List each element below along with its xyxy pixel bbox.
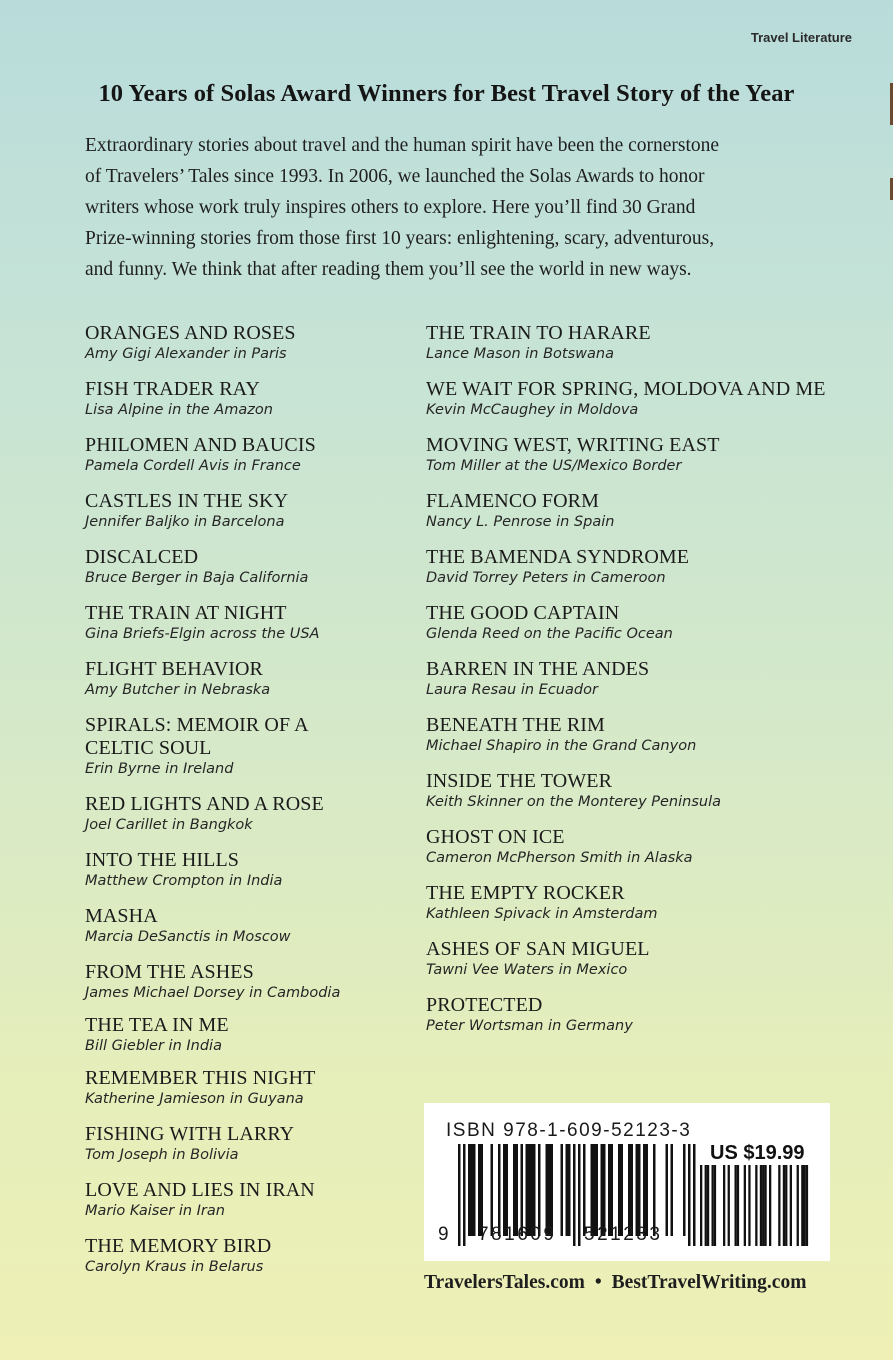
story-item bbox=[426, 434, 866, 476]
barcode-bar bbox=[503, 1144, 506, 1236]
story-item bbox=[426, 770, 866, 812]
barcode-bar bbox=[631, 1144, 634, 1236]
story-byline: Kevin McCaughey in Moldova bbox=[426, 402, 639, 418]
story-byline: Katherine Jamieson in Guyana bbox=[85, 1091, 304, 1107]
barcode-bar bbox=[546, 1144, 549, 1236]
story-title: SPIRALS: MEMOIR OF A CELTIC SOUL bbox=[85, 714, 308, 759]
story-byline: Cameron McPherson Smith in Alaska bbox=[426, 850, 693, 866]
category-label: Travel Literature bbox=[750, 30, 852, 45]
barcode-bar bbox=[471, 1144, 474, 1236]
story-byline: David Torrey Peters in Cameroon bbox=[426, 570, 666, 586]
barcode-bar bbox=[506, 1144, 509, 1236]
barcode-bar bbox=[521, 1144, 524, 1236]
barcode-bar bbox=[513, 1144, 516, 1236]
story-title: RED LIGHTS AND A ROSE bbox=[85, 793, 324, 815]
story-title: MASHA bbox=[85, 905, 158, 927]
barcode-bar bbox=[538, 1144, 541, 1236]
barcode-bar bbox=[707, 1165, 709, 1246]
barcode-bar bbox=[618, 1144, 621, 1236]
barcode-bar bbox=[790, 1165, 792, 1246]
story-byline: Bill Giebler in India bbox=[85, 1038, 222, 1054]
barcode-bar bbox=[778, 1165, 780, 1246]
barcode-bar bbox=[744, 1165, 746, 1246]
story-title: THE BAMENDA SYNDROME bbox=[426, 546, 690, 568]
barcode-bar bbox=[636, 1144, 639, 1236]
intro-line: of Travelers’ Tales since 1993. In 2006, we launched the Solas Awards to honor bbox=[85, 166, 705, 187]
barcode-bar bbox=[762, 1165, 764, 1246]
story-byline: Amy Butcher in Nebraska bbox=[85, 682, 271, 698]
barcode-bar bbox=[608, 1144, 611, 1236]
barcode-bar bbox=[478, 1144, 481, 1236]
story-byline: Peter Wortsman in Germany bbox=[426, 1018, 633, 1034]
barcode-bar bbox=[601, 1144, 604, 1236]
story-byline: Joel Carillet in Bangkok bbox=[85, 817, 253, 833]
intro-paragraph bbox=[85, 130, 830, 285]
barcode-bar bbox=[561, 1144, 564, 1236]
isbn-text: ISBN 978-1-609-52123-3 bbox=[446, 1120, 692, 1141]
story-item bbox=[85, 714, 405, 779]
story-item bbox=[85, 1014, 405, 1056]
story-item bbox=[426, 658, 866, 700]
intro-line: Prize-winning stories from those first 10 years: enlightening, scary, adventurous, bbox=[85, 228, 715, 249]
story-item bbox=[85, 378, 405, 420]
barcode-bar bbox=[548, 1144, 551, 1236]
barcode-bar bbox=[458, 1144, 461, 1246]
barcode-bar bbox=[551, 1144, 554, 1236]
story-item bbox=[85, 905, 405, 947]
story-byline: Michael Shapiro in the Grand Canyon bbox=[426, 738, 697, 754]
ean-right-group: 521233 bbox=[584, 1224, 663, 1245]
barcode-box bbox=[424, 1103, 830, 1261]
story-byline: Tom Miller at the US/Mexico Border bbox=[426, 458, 682, 474]
barcode-bar bbox=[783, 1165, 785, 1246]
barcode-bar bbox=[764, 1165, 766, 1246]
story-byline: Bruce Berger in Baja California bbox=[85, 570, 309, 586]
story-item bbox=[85, 793, 405, 835]
story-list-left bbox=[85, 322, 405, 1291]
story-title: INTO THE HILLS bbox=[85, 849, 239, 871]
price-label: US $19.99 bbox=[710, 1142, 805, 1164]
story-title: BENEATH THE RIM bbox=[426, 714, 605, 736]
barcode-bar bbox=[568, 1144, 571, 1236]
barcode-bar bbox=[603, 1144, 606, 1236]
intro-line: writers whose work truly inspires others to explore. Here you’ll find 30 Grand bbox=[85, 197, 696, 218]
barcode-bar bbox=[785, 1165, 787, 1246]
story-item bbox=[85, 602, 405, 644]
story-title: DISCALCED bbox=[85, 546, 199, 568]
story-byline: Mario Kaiser in Iran bbox=[85, 1203, 225, 1219]
barcode-bar bbox=[583, 1144, 586, 1236]
bullet-separator: • bbox=[594, 1272, 602, 1293]
barcode-bar bbox=[714, 1165, 716, 1246]
barcode-bar bbox=[801, 1165, 803, 1246]
ean-first-digit: 9 bbox=[438, 1224, 452, 1245]
barcode-bar bbox=[671, 1144, 674, 1236]
barcode-bar bbox=[748, 1165, 750, 1246]
story-title: THE GOOD CAPTAIN bbox=[426, 602, 620, 624]
story-title: BARREN IN THE ANDES bbox=[426, 658, 650, 680]
story-item bbox=[85, 1179, 405, 1221]
story-title: MOVING WEST, WRITING EAST bbox=[426, 434, 720, 456]
story-byline: Pamela Cordell Avis in France bbox=[85, 458, 301, 474]
story-item bbox=[426, 546, 866, 588]
story-item bbox=[426, 322, 866, 364]
story-byline: James Michael Dorsey in Cambodia bbox=[85, 985, 341, 1001]
barcode-bar bbox=[700, 1165, 702, 1246]
story-byline: Tawni Vee Waters in Mexico bbox=[426, 962, 628, 978]
story-item bbox=[426, 490, 866, 532]
barcode-bar bbox=[705, 1165, 707, 1246]
ean-left-group: 781609 bbox=[478, 1224, 557, 1245]
story-title: FISH TRADER RAY bbox=[85, 378, 260, 400]
barcode-bar bbox=[735, 1165, 737, 1246]
barcode-bar bbox=[797, 1165, 799, 1246]
barcode-bar bbox=[804, 1165, 806, 1246]
story-item bbox=[85, 849, 405, 891]
story-title: CASTLES IN THE SKY bbox=[85, 490, 289, 512]
best-travel-writing-link[interactable]: BestTravelWriting.com bbox=[611, 1272, 807, 1293]
story-item bbox=[85, 1235, 405, 1277]
story-item bbox=[426, 826, 866, 868]
story-title: THE MEMORY BIRD bbox=[85, 1235, 272, 1257]
intro-line: and funny. We think that after reading them you’ll see the world in new ways. bbox=[85, 259, 692, 280]
story-title: THE EMPTY ROCKER bbox=[426, 882, 625, 904]
story-byline: Lisa Alpine in the Amazon bbox=[85, 402, 273, 418]
story-item bbox=[85, 1123, 405, 1165]
barcode-bar bbox=[528, 1144, 531, 1236]
story-item bbox=[426, 938, 866, 980]
price-addon-barcode bbox=[700, 1165, 812, 1246]
story-list-right bbox=[426, 322, 866, 1050]
barcode-bar bbox=[526, 1144, 529, 1236]
barcode-bar bbox=[578, 1144, 581, 1246]
story-title: REMEMBER THIS NIGHT bbox=[85, 1067, 316, 1089]
story-title: LOVE AND LIES IN IRAN bbox=[85, 1179, 315, 1201]
story-byline: Marcia DeSanctis in Moscow bbox=[85, 929, 291, 945]
story-byline: Gina Briefs-Elgin across the USA bbox=[85, 626, 320, 642]
barcode-bar bbox=[628, 1144, 631, 1236]
barcode-bar bbox=[468, 1144, 471, 1236]
barcode-bar bbox=[728, 1165, 730, 1246]
barcode-bar bbox=[693, 1144, 696, 1246]
story-title: FLAMENCO FORM bbox=[426, 490, 599, 512]
story-item bbox=[426, 994, 866, 1036]
barcode-bar bbox=[516, 1144, 519, 1236]
story-title: PHILOMEN AND BAUCIS bbox=[85, 434, 316, 456]
story-byline: Keith Skinner on the Monterey Peninsula bbox=[426, 794, 721, 810]
story-title: FLIGHT BEHAVIOR bbox=[85, 658, 263, 680]
story-byline: Erin Byrne in Ireland bbox=[85, 761, 234, 777]
intro-line: Extraordinary stories about travel and the human spirit have been the cornerstone bbox=[85, 135, 720, 156]
story-item bbox=[85, 322, 405, 364]
story-byline: Jennifer Baljko in Barcelona bbox=[85, 514, 285, 530]
barcode-bar bbox=[473, 1144, 476, 1236]
story-byline: Lance Mason in Botswana bbox=[426, 346, 614, 362]
barcode-bar bbox=[596, 1144, 599, 1236]
barcode-bar bbox=[463, 1144, 466, 1246]
barcode-bar bbox=[621, 1144, 624, 1236]
footer-urls bbox=[424, 1272, 806, 1294]
story-item bbox=[85, 961, 405, 1003]
barcode-bar bbox=[683, 1144, 686, 1236]
story-title: PROTECTED bbox=[426, 994, 543, 1016]
story-byline: Matthew Crompton in India bbox=[85, 873, 283, 889]
story-title: GHOST ON ICE bbox=[426, 826, 565, 848]
barcode-bar bbox=[491, 1144, 494, 1236]
barcode-bar bbox=[566, 1144, 569, 1236]
story-title: WE WAIT FOR SPRING, MOLDOVA AND ME bbox=[426, 378, 826, 400]
story-byline: Glenda Reed on the Pacific Ocean bbox=[426, 626, 673, 642]
story-title: THE TRAIN AT NIGHT bbox=[85, 602, 287, 624]
story-item bbox=[426, 882, 866, 924]
story-item bbox=[426, 378, 866, 420]
story-byline: Amy Gigi Alexander in Paris bbox=[85, 346, 287, 362]
barcode-bar bbox=[533, 1144, 536, 1236]
barcode-bar bbox=[498, 1144, 501, 1236]
story-item bbox=[85, 546, 405, 588]
story-title: THE TRAIN TO HARARE bbox=[426, 322, 651, 344]
story-title: FROM THE ASHES bbox=[85, 961, 254, 983]
page-heading: 10 Years of Solas Award Winners for Best Travel Story of the Year bbox=[98, 80, 795, 107]
story-item bbox=[85, 490, 405, 532]
story-byline: Tom Joseph in Bolivia bbox=[85, 1147, 239, 1163]
story-title: FISHING WITH LARRY bbox=[85, 1123, 295, 1145]
story-item bbox=[426, 714, 866, 756]
story-title: ORANGES AND ROSES bbox=[85, 322, 296, 344]
story-byline: Kathleen Spivack in Amsterdam bbox=[426, 906, 658, 922]
barcode-bar bbox=[531, 1144, 534, 1236]
barcode-bar bbox=[755, 1165, 757, 1246]
story-title: THE TEA IN ME bbox=[85, 1014, 229, 1036]
story-title: INSIDE THE TOWER bbox=[426, 770, 613, 792]
barcode-bar bbox=[638, 1144, 641, 1236]
barcode-bar bbox=[806, 1165, 808, 1246]
story-item bbox=[85, 434, 405, 476]
travelers-tales-link[interactable]: TravelersTales.com bbox=[424, 1272, 585, 1293]
story-byline: Carolyn Kraus in Belarus bbox=[85, 1259, 264, 1275]
story-item bbox=[85, 1067, 405, 1109]
barcode-bar bbox=[653, 1144, 656, 1236]
barcode-bar bbox=[481, 1144, 484, 1236]
barcode-bar bbox=[573, 1144, 576, 1246]
barcode-bar bbox=[688, 1144, 691, 1246]
barcode-bar bbox=[760, 1165, 762, 1246]
story-title: ASHES OF SAN MIGUEL bbox=[426, 938, 650, 960]
barcode-bar bbox=[593, 1144, 596, 1236]
barcode-bar bbox=[737, 1165, 739, 1246]
barcode-bar bbox=[611, 1144, 614, 1236]
story-byline: Laura Resau in Ecuador bbox=[426, 682, 598, 698]
barcode-bar bbox=[769, 1165, 771, 1246]
barcode-bar bbox=[666, 1144, 669, 1236]
story-item bbox=[426, 602, 866, 644]
story-item bbox=[85, 658, 405, 700]
barcode-bar bbox=[723, 1165, 725, 1246]
barcode-bar bbox=[591, 1144, 594, 1236]
barcode-bar bbox=[712, 1165, 714, 1246]
barcode-bar bbox=[646, 1144, 649, 1236]
story-byline: Nancy L. Penrose in Spain bbox=[426, 514, 615, 530]
barcode-bar bbox=[643, 1144, 646, 1236]
